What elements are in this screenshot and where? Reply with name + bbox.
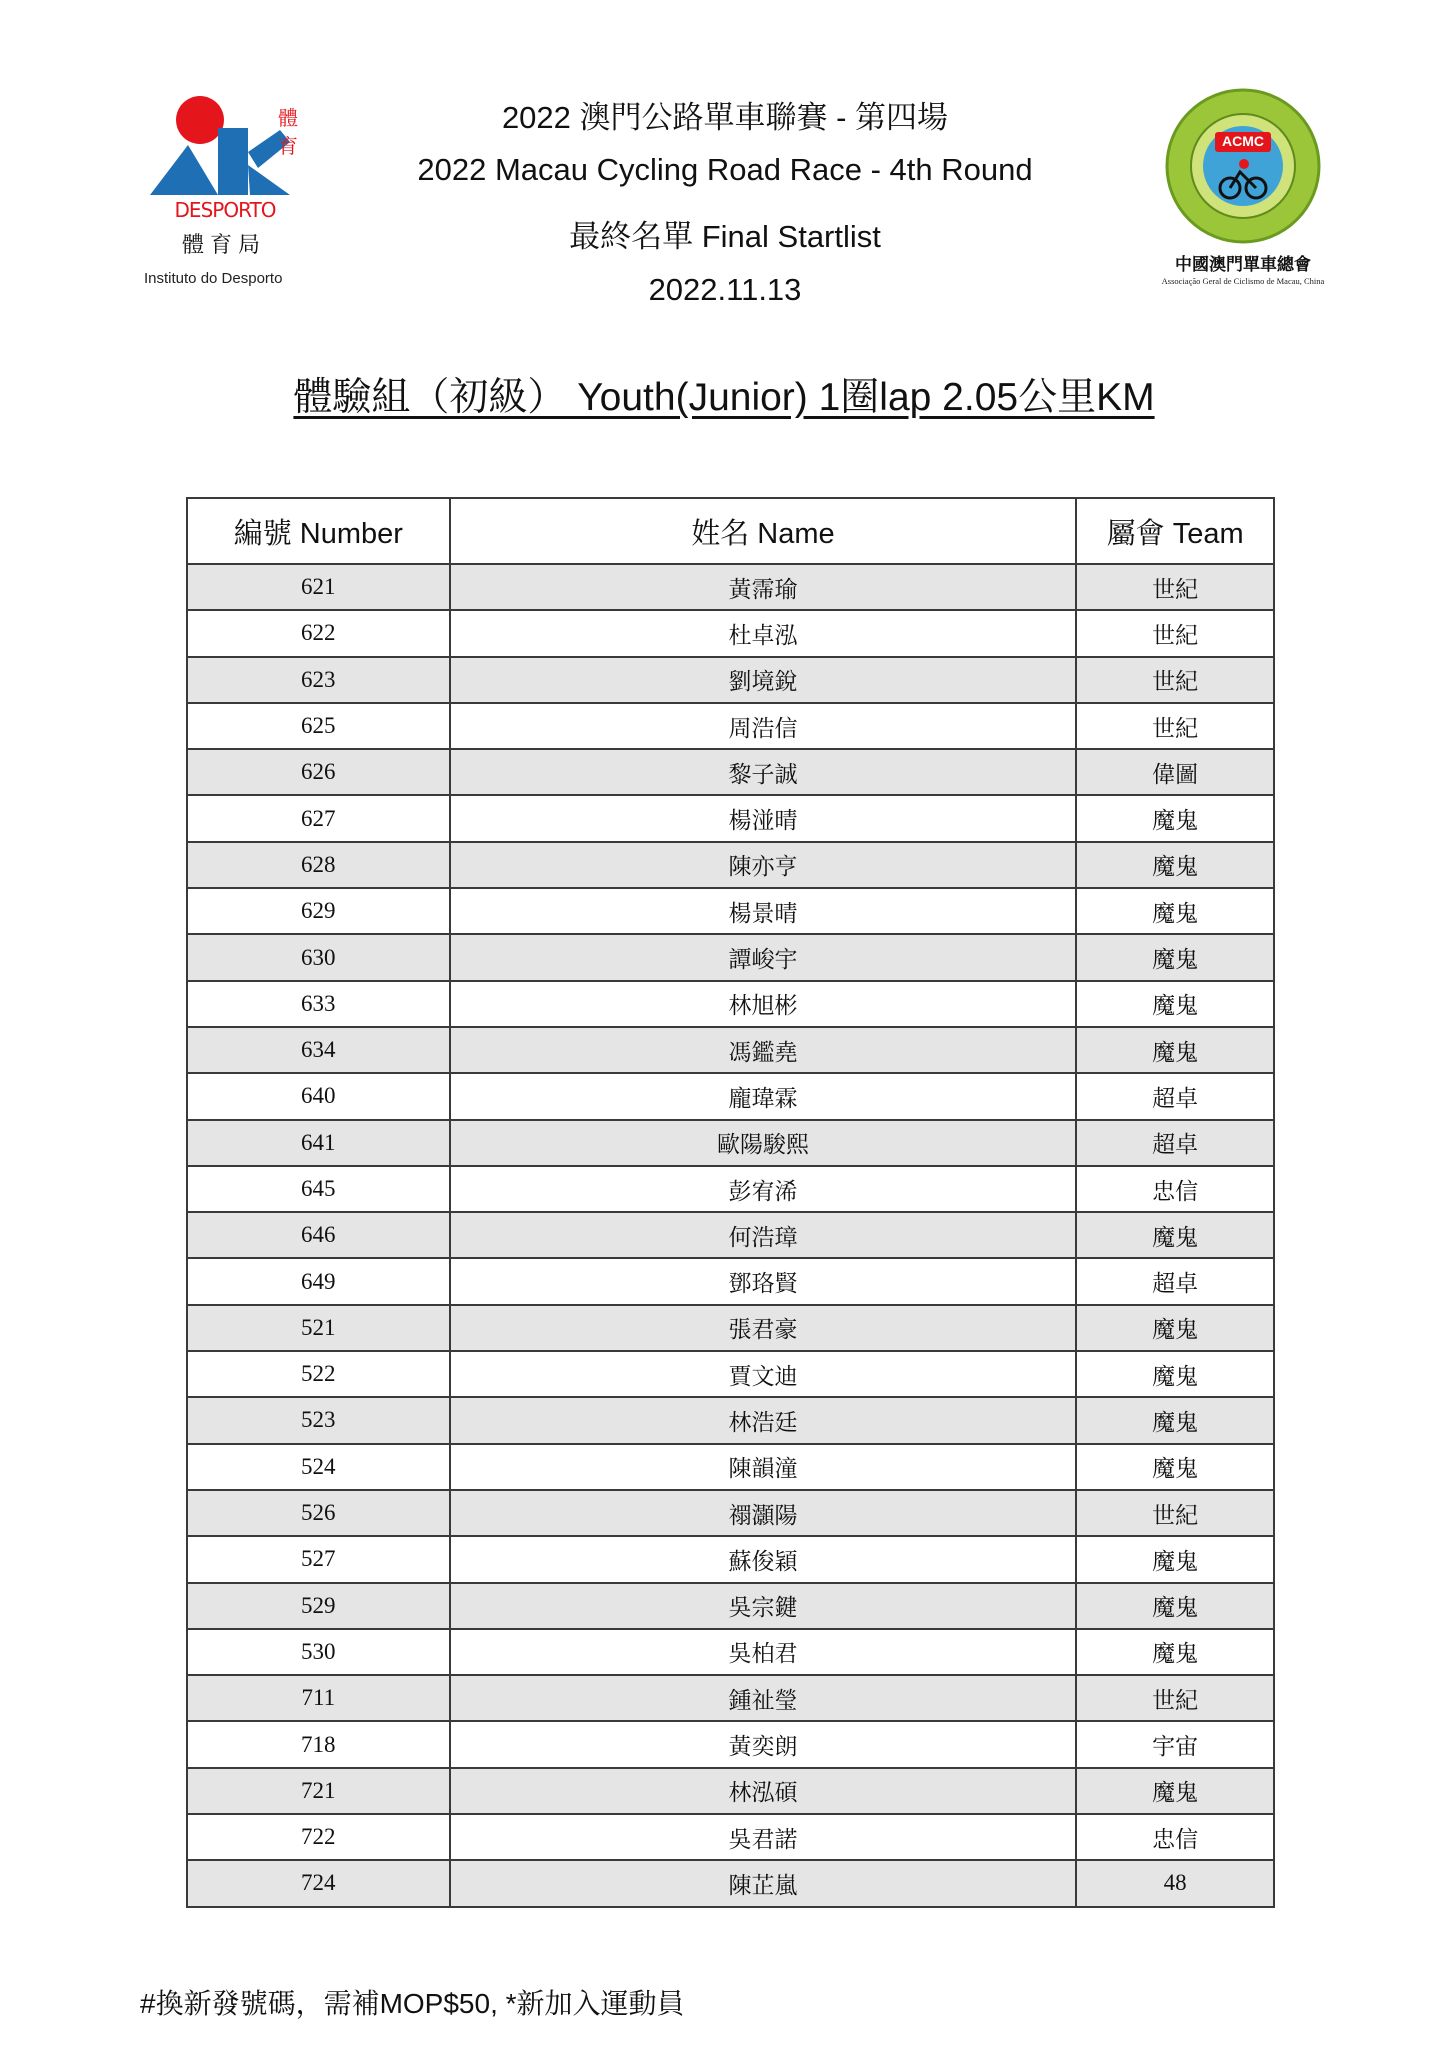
table-row bbox=[187, 703, 1274, 749]
cell-team: 魔鬼 bbox=[1076, 1305, 1274, 1351]
cell-team: 魔鬼 bbox=[1076, 1351, 1274, 1397]
cell-name: 林泓碩 bbox=[450, 1768, 1077, 1814]
table-row bbox=[187, 1860, 1274, 1906]
cell-name: 林浩廷 bbox=[450, 1397, 1077, 1443]
cell-number: 628 bbox=[187, 842, 450, 888]
cell-team: 魔鬼 bbox=[1076, 1444, 1274, 1490]
table-row bbox=[187, 610, 1274, 656]
cell-number: 623 bbox=[187, 657, 450, 703]
cell-name: 吳柏君 bbox=[450, 1629, 1077, 1675]
cell-name: 楊湴晴 bbox=[450, 795, 1077, 841]
header-number: 編號 Number bbox=[187, 498, 450, 564]
cell-number: 634 bbox=[187, 1027, 450, 1073]
table-row bbox=[187, 1583, 1274, 1629]
cell-name: 陳亦亨 bbox=[450, 842, 1077, 888]
table-row bbox=[187, 1166, 1274, 1212]
acmc-name-zh: 中國澳門單車總會 bbox=[1175, 255, 1311, 275]
cell-number: 633 bbox=[187, 981, 450, 1027]
cell-number: 523 bbox=[187, 1397, 450, 1443]
cell-name: 吳君諾 bbox=[450, 1814, 1077, 1860]
cell-number: 522 bbox=[187, 1351, 450, 1397]
cell-team: 世紀 bbox=[1076, 657, 1274, 703]
cell-team: 魔鬼 bbox=[1076, 1629, 1274, 1675]
table-row bbox=[187, 1721, 1274, 1767]
table-row bbox=[187, 1120, 1274, 1166]
cell-team: 魔鬼 bbox=[1076, 1536, 1274, 1582]
cell-number: 649 bbox=[187, 1258, 450, 1304]
cell-number: 718 bbox=[187, 1721, 450, 1767]
cell-number: 629 bbox=[187, 888, 450, 934]
table-row bbox=[187, 1490, 1274, 1536]
cell-name: 黎子誠 bbox=[450, 749, 1077, 795]
cell-number: 622 bbox=[187, 610, 450, 656]
cell-team: 魔鬼 bbox=[1076, 934, 1274, 980]
cell-team: 世紀 bbox=[1076, 610, 1274, 656]
cell-number: 645 bbox=[187, 1166, 450, 1212]
cell-name: 楊景晴 bbox=[450, 888, 1077, 934]
acmc-logo bbox=[1158, 88, 1328, 298]
cell-name: 陳韻潼 bbox=[450, 1444, 1077, 1490]
table-row bbox=[187, 749, 1274, 795]
cell-team: 魔鬼 bbox=[1076, 1027, 1274, 1073]
table-row bbox=[187, 1351, 1274, 1397]
table-row bbox=[187, 795, 1274, 841]
logo-vertical-char-2: 育 bbox=[278, 134, 298, 158]
desporto-name-es: DESPORTO bbox=[174, 198, 276, 222]
cell-team: 忠信 bbox=[1076, 1814, 1274, 1860]
logo-vertical-char-1: 體 bbox=[278, 106, 298, 130]
cell-number: 626 bbox=[187, 749, 450, 795]
cell-number: 524 bbox=[187, 1444, 450, 1490]
table-row bbox=[187, 1258, 1274, 1304]
startlist-table bbox=[186, 497, 1275, 1908]
cell-name: 鄧珞賢 bbox=[450, 1258, 1077, 1304]
cell-team: 世紀 bbox=[1076, 1675, 1274, 1721]
cell-team: 魔鬼 bbox=[1076, 795, 1274, 841]
cell-number: 646 bbox=[187, 1212, 450, 1258]
cell-number: 640 bbox=[187, 1073, 450, 1119]
table-row bbox=[187, 564, 1274, 610]
cell-team: 魔鬼 bbox=[1076, 1397, 1274, 1443]
cell-team: 超卓 bbox=[1076, 1120, 1274, 1166]
list-title: 最終名單 Final Startlist bbox=[569, 219, 881, 254]
table-row bbox=[187, 888, 1274, 934]
cell-name: 龐瑋霖 bbox=[450, 1073, 1077, 1119]
table-row bbox=[187, 1768, 1274, 1814]
cell-name: 賈文迪 bbox=[450, 1351, 1077, 1397]
cell-name: 彭宥浠 bbox=[450, 1166, 1077, 1212]
cell-team: 魔鬼 bbox=[1076, 1768, 1274, 1814]
table-row bbox=[187, 657, 1274, 703]
cell-team: 魔鬼 bbox=[1076, 1583, 1274, 1629]
table-row bbox=[187, 1536, 1274, 1582]
cell-team: 魔鬼 bbox=[1076, 1212, 1274, 1258]
cell-number: 526 bbox=[187, 1490, 450, 1536]
cell-number: 711 bbox=[187, 1675, 450, 1721]
footnote: #換新發號碼，需補MOP$50, *新加入運動員 bbox=[140, 1988, 685, 2019]
cell-name: 杜卓泓 bbox=[450, 610, 1077, 656]
cell-number: 724 bbox=[187, 1860, 450, 1906]
cell-team: 世紀 bbox=[1076, 564, 1274, 610]
table-row bbox=[187, 934, 1274, 980]
cell-team: 世紀 bbox=[1076, 1490, 1274, 1536]
cell-name: 周浩信 bbox=[450, 703, 1077, 749]
table-row bbox=[187, 1444, 1274, 1490]
cell-team: 魔鬼 bbox=[1076, 888, 1274, 934]
cell-number: 530 bbox=[187, 1629, 450, 1675]
cell-number: 721 bbox=[187, 1768, 450, 1814]
table-row bbox=[187, 981, 1274, 1027]
cell-number: 529 bbox=[187, 1583, 450, 1629]
table-row bbox=[187, 1212, 1274, 1258]
cell-name: 劉境銳 bbox=[450, 657, 1077, 703]
title-zh: 2022 澳門公路單車聯賽 - 第四場 bbox=[501, 100, 949, 135]
cell-number: 627 bbox=[187, 795, 450, 841]
cell-number: 722 bbox=[187, 1814, 450, 1860]
desporto-name-zh: 體育局 bbox=[182, 233, 267, 258]
table-row bbox=[187, 1305, 1274, 1351]
cell-number: 641 bbox=[187, 1120, 450, 1166]
cell-name: 禤灝陽 bbox=[450, 1490, 1077, 1536]
cell-name: 張君豪 bbox=[450, 1305, 1077, 1351]
cell-name: 黃霈瑜 bbox=[450, 564, 1077, 610]
cell-team: 超卓 bbox=[1076, 1073, 1274, 1119]
table-row bbox=[187, 842, 1274, 888]
desporto-name-pt: Instituto do Desporto bbox=[144, 270, 283, 287]
cell-name: 林旭彬 bbox=[450, 981, 1077, 1027]
cell-name: 鍾祉瑩 bbox=[450, 1675, 1077, 1721]
table-row bbox=[187, 1814, 1274, 1860]
cell-team: 48 bbox=[1076, 1860, 1274, 1906]
cell-number: 527 bbox=[187, 1536, 450, 1582]
header-team: 屬會 Team bbox=[1076, 498, 1274, 564]
cell-name: 陳芷嵐 bbox=[450, 1860, 1077, 1906]
cell-team: 魔鬼 bbox=[1076, 981, 1274, 1027]
header-name: 姓名 Name bbox=[450, 498, 1077, 564]
cell-team: 超卓 bbox=[1076, 1258, 1274, 1304]
cell-team: 忠信 bbox=[1076, 1166, 1274, 1212]
cell-number: 630 bbox=[187, 934, 450, 980]
table-row bbox=[187, 1027, 1274, 1073]
cell-team: 世紀 bbox=[1076, 703, 1274, 749]
table-header-row bbox=[187, 498, 1274, 564]
cell-name: 蘇俊穎 bbox=[450, 1536, 1077, 1582]
cell-name: 歐陽駿熙 bbox=[450, 1120, 1077, 1166]
cell-team: 偉圖 bbox=[1076, 749, 1274, 795]
event-date: 2022.11.13 bbox=[648, 272, 802, 307]
cell-team: 魔鬼 bbox=[1076, 842, 1274, 888]
table-row bbox=[187, 1629, 1274, 1675]
table-row bbox=[187, 1073, 1274, 1119]
cell-number: 521 bbox=[187, 1305, 450, 1351]
cell-name: 譚峻宇 bbox=[450, 934, 1077, 980]
acmc-badge-icon bbox=[1158, 88, 1328, 248]
acmc-name-pt: Associação Geral de Ciclismo de Macau, China bbox=[1161, 276, 1325, 286]
cell-name: 吳宗鍵 bbox=[450, 1583, 1077, 1629]
acmc-abbr: ACMC bbox=[1222, 133, 1264, 149]
title-en: 2022 Macau Cycling Road Race - 4th Round bbox=[417, 152, 1033, 187]
cell-number: 621 bbox=[187, 564, 450, 610]
cell-number: 625 bbox=[187, 703, 450, 749]
category-title bbox=[0, 366, 1448, 422]
cell-name: 何浩璋 bbox=[450, 1212, 1077, 1258]
cell-team: 宇宙 bbox=[1076, 1721, 1274, 1767]
cell-name: 馮鑑堯 bbox=[450, 1027, 1077, 1073]
category-title-text: 體驗組（初級） Youth(Junior) 1圈lap 2.05公里KM bbox=[293, 376, 1155, 419]
desporto-logo bbox=[140, 90, 320, 290]
table-row bbox=[187, 1675, 1274, 1721]
table-row bbox=[187, 1397, 1274, 1443]
cell-name: 黃奕朗 bbox=[450, 1721, 1077, 1767]
